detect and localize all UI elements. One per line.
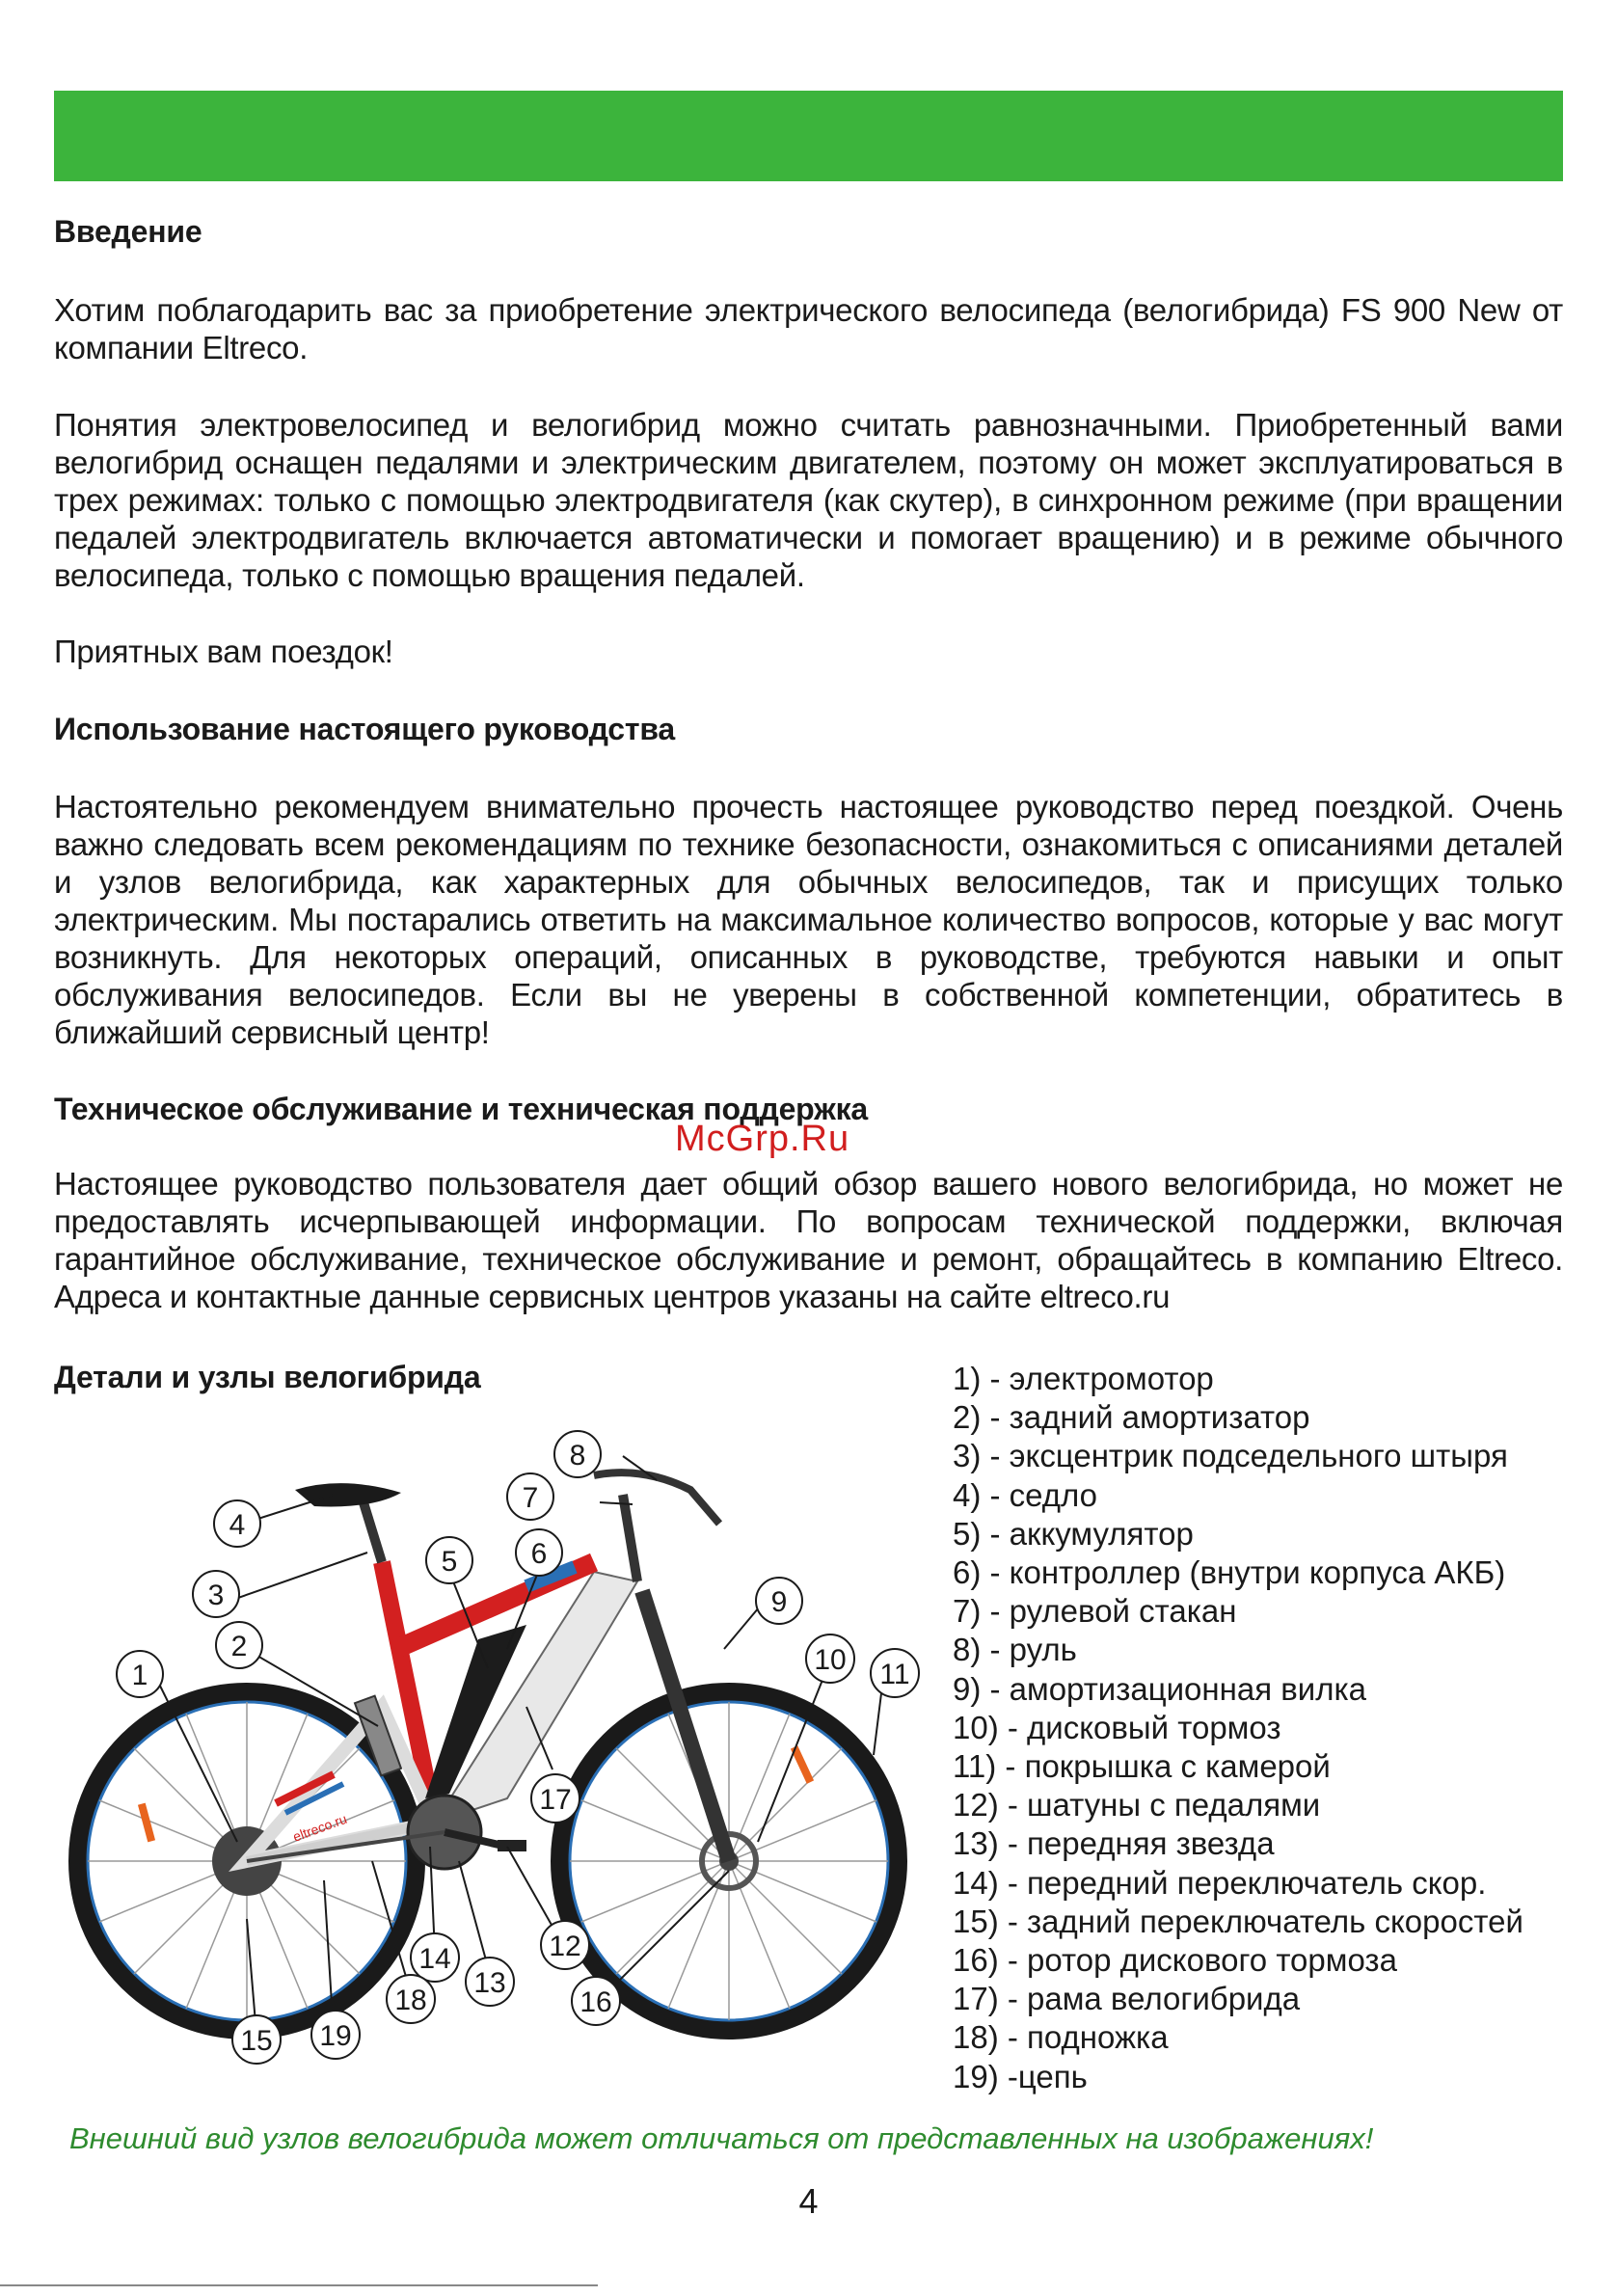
intro-text-2: Понятия электровелосипед и велогибрид можно считать равнозначными. Приобретенный вами велогибрид оснащен педалями и электрическим двигателем, поэтому он может эксплуатироваться в трех режимах: только с помощью электродвигателя (как скутер), в синхронном режиме (при вращении педалей электродвигатель включается автоматически и помогает вращению) и в режиме обычного велосипеда, только с помощью вращения педалей. xyxy=(54,407,1563,593)
callout-14 xyxy=(411,1933,459,1982)
list-item: 9) - амортизационная вилка xyxy=(953,1670,1366,1707)
pedal xyxy=(498,1840,526,1851)
intro-text-3: Приятных вам поездок! xyxy=(54,634,393,669)
list-item: 17) - рама велогибрида xyxy=(953,1981,1301,2017)
callout-5 xyxy=(426,1537,472,1583)
heading-manual: Использование настоящего руководства xyxy=(54,712,676,746)
heading-parts: Детали и узлы велогибрида xyxy=(54,1360,481,1394)
svg-text:11: 11 xyxy=(879,1659,910,1690)
callout-1 xyxy=(117,1651,163,1697)
appearance-note: Внешний вид узлов велогибрида может отличаться от представленных на изображениях! xyxy=(69,2121,1374,2155)
parts-list xyxy=(953,1360,1523,2096)
intro-paragraph-1 xyxy=(54,291,1563,366)
list-item: 5) - аккумулятор xyxy=(953,1515,1194,1552)
list-item: 3) - эксцентрик подседельного штыря xyxy=(953,1438,1508,1474)
handlebar xyxy=(594,1472,719,1524)
intro-text-1: Хотим поблагодарить вас за приобретение электрического велосипеда (велогибрида) FS 900 New от компании Eltreco. xyxy=(54,292,1563,365)
steering-tube xyxy=(623,1495,637,1581)
callout-9 xyxy=(756,1578,802,1624)
bicycle-diagram xyxy=(54,1418,951,2093)
callout-19 xyxy=(311,2011,360,2059)
list-item: 12) - шатуны с педалями xyxy=(953,1787,1321,1823)
list-item: 15) - задний переключатель скоростей xyxy=(953,1903,1523,1939)
callout-4 xyxy=(214,1500,260,1547)
callout-10 xyxy=(806,1634,854,1683)
callout-15 xyxy=(232,2015,281,2064)
svg-text:7: 7 xyxy=(522,1482,539,1514)
list-item: 4) - седло xyxy=(953,1476,1098,1513)
svg-text:16: 16 xyxy=(579,1986,612,2018)
svg-text:3: 3 xyxy=(207,1580,225,1611)
svg-text:13: 13 xyxy=(473,1967,506,1999)
list-item: 6) - контроллер (внутри корпуса АКБ) xyxy=(953,1554,1506,1591)
saddle xyxy=(295,1483,401,1506)
list-item: 8) - руль xyxy=(953,1632,1077,1668)
callout-18 xyxy=(387,1975,435,2023)
callout-12 xyxy=(541,1921,589,1969)
list-item: 16) - ротор дискового тормоза xyxy=(953,1942,1397,1979)
intro-paragraph-2 xyxy=(54,406,1563,594)
svg-text:18: 18 xyxy=(394,1985,427,2016)
callout-2 xyxy=(216,1622,262,1668)
callout-13 xyxy=(466,1958,514,2006)
header-bar xyxy=(54,91,1563,181)
page-number: 4 xyxy=(798,2181,819,2221)
support-text: Настоящее руководство пользователя дает общий обзор вашего нового велогибрида, но может не предоставлять исчерпывающей информации. По вопросам технической поддержки, включая гарантийное обслуживание, техническое обслуживание и ремонт, обращайтесь в компанию Eltreco. Адреса и контактные данные сервисных центров указаны на сайте eltreco.ru xyxy=(54,1166,1563,1314)
list-item: 19) -цепь xyxy=(953,2058,1088,2094)
svg-text:10: 10 xyxy=(814,1644,847,1676)
callout-17 xyxy=(531,1774,579,1823)
svg-text:5: 5 xyxy=(441,1546,458,1578)
svg-text:9: 9 xyxy=(770,1586,788,1618)
callout-11 xyxy=(871,1649,919,1697)
watermark: McGrp.Ru xyxy=(675,1119,850,1159)
list-item: 13) - передняя звезда xyxy=(953,1825,1275,1862)
frame-brand-label: eltreco.ru xyxy=(290,1810,349,1845)
manual-paragraph xyxy=(54,788,1563,1051)
suspension-fork xyxy=(642,1591,729,1861)
svg-text:19: 19 xyxy=(319,2020,352,2052)
heading-intro: Введение xyxy=(54,214,202,249)
callout-6 xyxy=(516,1529,562,1576)
svg-text:15: 15 xyxy=(240,2025,273,2057)
list-item: 7) - рулевой стакан xyxy=(953,1593,1237,1630)
callout-16 xyxy=(572,1977,620,2025)
svg-text:6: 6 xyxy=(530,1538,548,1570)
callout-7 xyxy=(507,1473,553,1520)
svg-text:4: 4 xyxy=(229,1509,246,1541)
list-item: 2) - задний амортизатор xyxy=(953,1399,1310,1436)
list-item: 18) - подножка xyxy=(953,2019,1169,2056)
svg-text:2: 2 xyxy=(230,1631,248,1662)
bottom-rule xyxy=(0,2284,598,2286)
svg-text:1: 1 xyxy=(131,1660,148,1691)
svg-text:12: 12 xyxy=(549,1931,581,1962)
heading-support: Техническое обслуживание и техническая поддержка xyxy=(54,1092,869,1126)
list-item: 10) - дисковый тормоз xyxy=(953,1709,1281,1745)
list-item: 11) - покрышка с камерой xyxy=(953,1748,1331,1785)
callout-3 xyxy=(193,1571,239,1617)
list-item: 14) - передний переключатель скор. xyxy=(953,1864,1487,1901)
intro-paragraph-3 xyxy=(54,633,1563,670)
callout-8 xyxy=(554,1431,601,1477)
svg-text:14: 14 xyxy=(418,1943,451,1975)
manual-text: Настоятельно рекомендуем внимательно прочесть настоящее руководство перед поездкой. Очень важно следовать всем рекомендациям по технике безопасности, ознакомиться с описаниями деталей и узлов велогибрида, как характерных для обычных велосипедов, так и присущих только электрическим. Мы постарались ответить на максимальное количество вопросов, которые у вас могут возникнуть. Для некоторых операций, описанных в руководстве, требуются навыки и опыт обслуживания велосипедов. Если вы не уверены в собственной компетенции, обратитесь в ближайший сервисный центр! xyxy=(54,789,1563,1050)
list-item: 1) - электромотор xyxy=(953,1361,1214,1396)
support-paragraph xyxy=(54,1165,1563,1315)
svg-text:17: 17 xyxy=(539,1784,572,1816)
svg-text:8: 8 xyxy=(569,1440,586,1472)
